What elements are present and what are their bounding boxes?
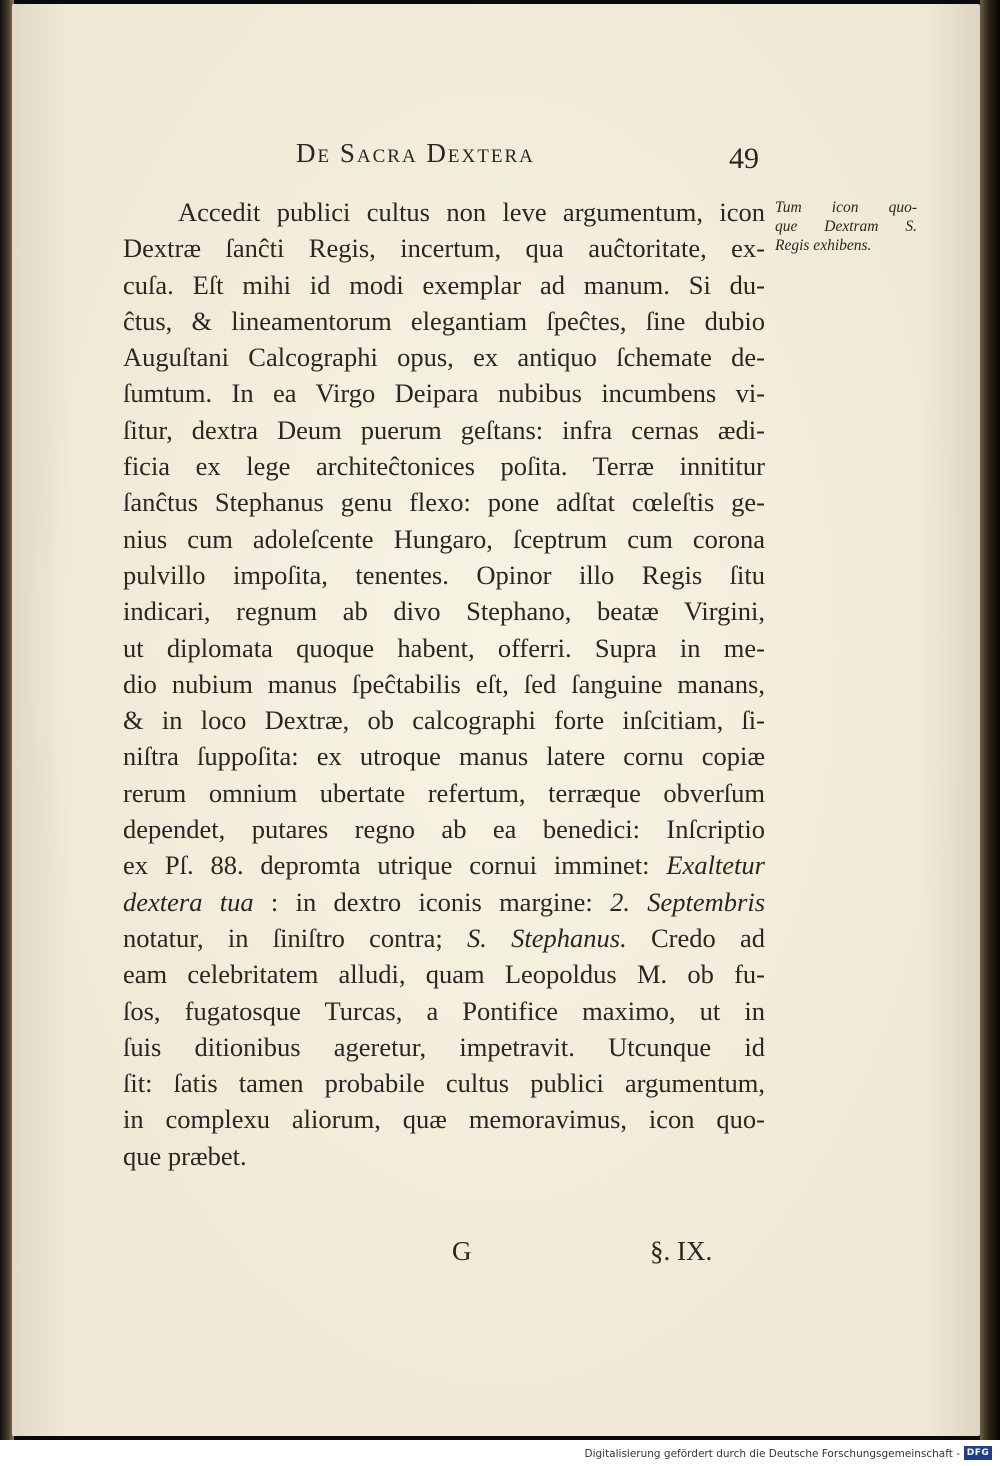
text-line: & in loco Dextræ, ob calcographi forte inſcitiam, ſi- — [123, 705, 765, 736]
text-line: in complexu aliorum, quæ memoravimus, icon quo- — [123, 1104, 765, 1135]
text-line: cuſa. Eſt mihi id modi exemplar ad manum. Si du- — [123, 269, 765, 300]
digitization-footer — [0, 1440, 1000, 1466]
text-segment: Credo ad — [650, 922, 766, 953]
running-head: De Sacra Dextera — [296, 138, 535, 168]
text-line: rerum omnium ubertate refertum, terræque obverſum — [123, 777, 765, 808]
text-line: dependet, putares regno ab ea benedici: Inſcriptio — [123, 814, 765, 845]
italic-quote: dextera tua — [123, 886, 254, 917]
text-line: dio nubium manus ſpeĉtabilis eſt, ſed ſanguine manans, — [123, 668, 765, 699]
italic-name: S. Stephanus. — [467, 922, 627, 953]
marginal-note-line: que Dextram S. — [775, 218, 917, 235]
italic-quote: Exaltetur — [666, 850, 765, 881]
text-line: Auguſtani Calcographi opus, ex antiquo ſchemate de- — [123, 342, 765, 373]
text-segment: ex Pſ. 88. depromta utrique cornui imminet: — [123, 850, 650, 881]
dfg-logo: DFG — [964, 1446, 992, 1460]
signature-mark: G — [452, 1236, 472, 1266]
text-line: ſit: ſatis tamen probabile cultus publici argumentum, — [123, 1068, 765, 1099]
italic-date: 2. Septembris — [610, 886, 766, 917]
text-line: ſumtum. In ea Virgo Deipara nubibus incumbens vi- — [123, 378, 765, 409]
text-line: ſuis ditionibus ageretur, impetravit. Utcunque id — [123, 1031, 765, 1062]
text-line: pulvillo impoſita, tenentes. Opinor illo Regis ſitu — [123, 559, 765, 590]
text-line: eam celebritatem alludi, quam Leopoldus M. ob fu- — [123, 959, 765, 990]
text-line: ſitur, dextra Deum puerum geſtans: infra cernas ædi- — [123, 414, 765, 445]
text-segment: : in dextro iconis margine: — [270, 886, 593, 917]
text-line: ĉtus, & lineamentorum elegantiam ſpeĉtes, ſine dubio — [123, 305, 765, 336]
book-edge-right — [980, 0, 1000, 1440]
text-line: ficia ex lege architeĉtonices poſita. Terræ innititur — [123, 451, 765, 482]
page-number: 49 — [729, 142, 759, 175]
text-line-mixed — [123, 884, 765, 920]
marginal-note-line: Regis exhibens. — [775, 237, 872, 254]
text-line: ſanĉtus Stephanus genu flexo: pone adſtat cœleſtis ge- — [123, 487, 765, 518]
text-line: Accedit publici cultus non leve argumentum, icon — [178, 197, 765, 227]
text-line: indicari, regnum ab divo Stephano, beatæ Virgini, — [123, 596, 765, 627]
text-line: ſos, fugatosque Turcas, a Pontifice maximo, ut in — [123, 995, 765, 1026]
text-line: Dextræ ſanĉti Regis, incertum, qua auĉtoritate, ex- — [123, 233, 765, 264]
digitization-credit: Digitalisierung gefördert durch die Deutsche Forschungsgemeinschaft - — [584, 1448, 960, 1460]
text-line: que præbet. — [123, 1140, 247, 1171]
main-text-block — [123, 194, 765, 1174]
marginal-note — [775, 198, 917, 255]
catchword: §. IX. — [650, 1236, 713, 1266]
text-line: ut diplomata quoque habent, offerri. Supra in me- — [123, 632, 765, 663]
marginal-note-line: Tum icon quo- — [775, 199, 917, 216]
text-line: nius cum adoleſcente Hungaro, ſceptrum cum corona — [123, 523, 765, 554]
text-segment: notatur, in ſiniſtro contra; — [123, 922, 443, 953]
text-line: niſtra ſuppoſita: ex utroque manus latere cornu copiæ — [123, 741, 765, 772]
text-line-mixed — [123, 847, 765, 883]
text-line-mixed — [123, 920, 765, 956]
